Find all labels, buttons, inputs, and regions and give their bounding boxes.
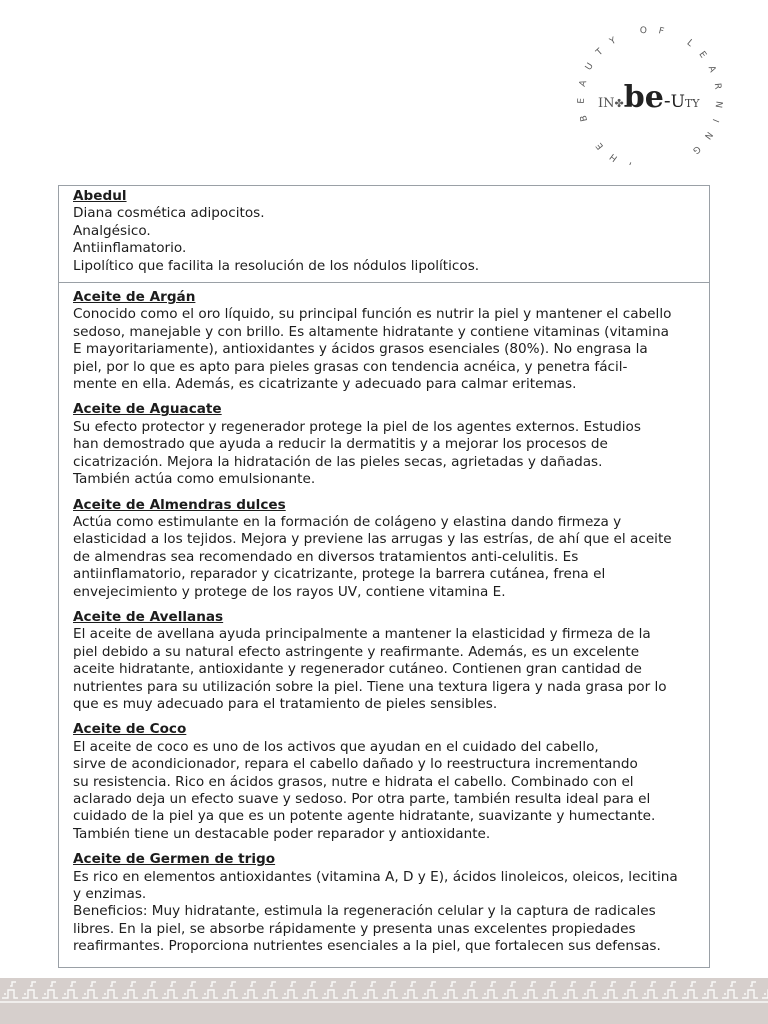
entry-line: aclarado deja un efecto suave y sedoso. Por otra parte, también resulta ideal para el — [73, 791, 651, 807]
entry-avellanas — [73, 609, 701, 713]
entry-line: envejecimiento y protege de los rayos UV, contiene vitamina E. — [73, 583, 506, 600]
entry-line: E mayoritariamente), antioxidantes y ácidos grasos esenciales (80%). No engrasa la — [73, 341, 648, 358]
table-row-aceites — [59, 283, 709, 956]
entry-line: Lipolítico que facilita la resolución de los nódulos lipolíticos. — [73, 257, 480, 274]
entry-line: mente en ella. Además, es cicatrizante y adecuado para calmar eritemas. — [73, 376, 577, 393]
entry-line: que es muy adecuado para el tratamiento de pieles sensibles. — [73, 695, 498, 712]
entry-term: Abedul — [73, 188, 127, 204]
entry-line: Analgésico. — [73, 222, 151, 239]
entry-line: Actúa como estimulante en la formación de colágeno y elastina dando firmeza y — [73, 513, 622, 530]
entry-line: piel debido a su natural efecto astringente y reafirmante. Además, es un excelente — [73, 643, 640, 660]
entry-line: cuidado de la piel ya que es un potente agente hidratante, suavizante y humectante. — [73, 808, 656, 825]
entry-line: sedoso, manejable y con brillo. Es altamente hidratante y contiene vitaminas (vitamina — [73, 323, 669, 340]
entry-line: cicatrización. Mejora la hidratación de las pieles secas, agrietadas y dañadas. — [73, 453, 603, 470]
entry-almendras — [73, 497, 701, 601]
entry-term: Aceite de Aguacate — [73, 401, 222, 418]
entry-line: También tiene un destacable poder reparador y antioxidante. — [73, 825, 491, 842]
footer-band — [0, 978, 768, 1024]
entry-line: de almendras sea recomendado en diversos tratamientos anti-celulitis. Es — [73, 548, 579, 565]
entry-line: Diana cosmética adipocitos. — [73, 205, 265, 222]
entry-line: Antiinflamatorio. — [73, 240, 187, 257]
entry-line: antiinflamatorio, reparador y cicatrizante, protege la barrera cutánea, frena el — [73, 566, 606, 583]
logo-wordmark: IN✤be-UTY — [598, 80, 700, 115]
entry-argan — [73, 289, 701, 393]
entry-line: aceite hidratante, antioxidante y regenerador cutáneo. Contienen gran cantidad de — [73, 661, 642, 678]
logo-ring-text: THE BEAUTY OF LEARNING — [576, 25, 724, 165]
entry-line: sirve de acondicionador, repara el cabello dañado y lo reestructura incrementando — [73, 756, 638, 773]
entry-line: Conocido como el oro líquido, su principal función es nutrir la piel y mantener el cabello — [73, 306, 672, 323]
entry-line: Es rico en elementos antioxidantes (vitamina A, D y E), ácidos linoleicos, oleicos, lecitina — [73, 868, 678, 885]
entry-line: elasticidad a los tejidos. Mejora y previene las arrugas y las estrías, de ahí que el aceite — [73, 531, 672, 548]
entry-line: nutrientes para su utilización sobre la piel. Tiene una textura ligera y nada grasa por lo — [73, 678, 667, 695]
table-row-abedul — [59, 186, 709, 283]
entry-line: El aceite de avellana ayuda principalmente a mantener la elasticidad y firmeza de la — [73, 626, 651, 643]
entry-aguacate — [73, 401, 701, 488]
entry-line: Su efecto protector y regenerador protege la piel de los agentes externos. Estudios — [73, 418, 641, 435]
entry-line: Beneficios: Muy hidratante, estimula la regeneración celular y la captura de radicales — [73, 903, 656, 920]
entry-line: libres. En la piel, se absorbe rápidamente y presenta unas excelentes propiedades — [73, 920, 636, 937]
entry-term: Aceite de Almendras dulces — [73, 496, 286, 513]
entry-coco — [73, 721, 701, 843]
entry-line: reafirmantes. Proporciona nutrientes esenciales a la piel, que fortalecen sus defensas. — [73, 938, 661, 955]
entry-germen-de-trigo — [73, 851, 701, 955]
entry-term: Aceite de Avellanas — [73, 608, 224, 625]
entry-line: El aceite de coco es uno de los activos que ayudan en el cuidado del cabello, — [73, 738, 599, 755]
entry-line: han demostrado que ayuda a reducir la dermatitis y a mejorar los procesos de — [73, 436, 608, 453]
entry-term: Aceite de Argán — [73, 289, 196, 306]
entry-term: Aceite de Germen de trigo — [73, 851, 276, 868]
entry-line: su resistencia. Rico en ácidos grasos, nutre e hidrata el cabello. Combinado con el — [73, 773, 634, 790]
entry-line: y enzimas. — [73, 886, 147, 903]
glossary-table — [58, 185, 710, 968]
entry-line: También actúa como emulsionante. — [73, 471, 316, 488]
entry-term: Aceite de Coco — [73, 721, 187, 738]
decorative-pattern — [0, 978, 768, 1006]
entry-line: piel, por lo que es apto para pieles grasas con tendencia acnéica, y penetra fácil- — [73, 358, 628, 375]
brand-logo — [570, 25, 730, 165]
